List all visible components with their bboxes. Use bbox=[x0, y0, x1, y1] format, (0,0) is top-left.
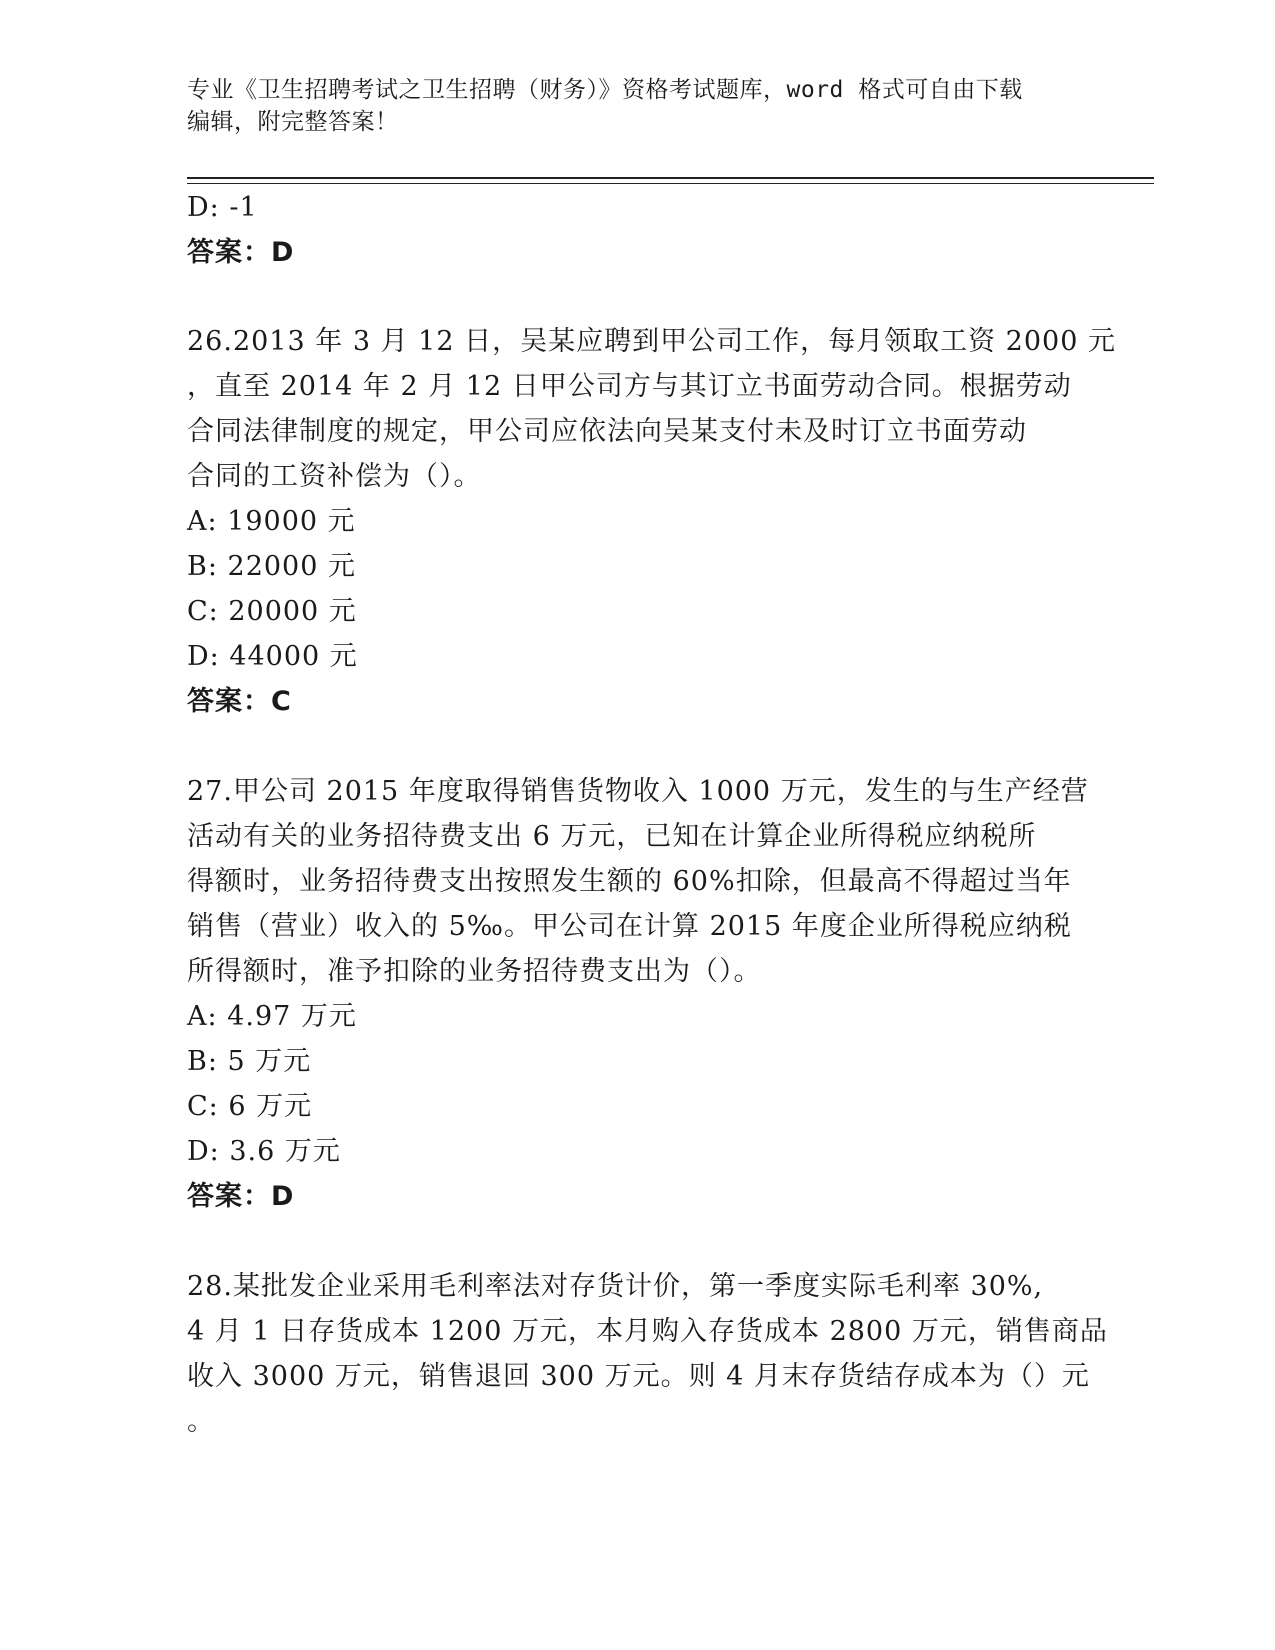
question-26-option-a: A: 19000 元 bbox=[187, 506, 356, 537]
question-28-stem-line: 4 月 1 日存货成本 1200 万元，本月购入存货成本 2800 万元，销售商品 bbox=[187, 1316, 1108, 1347]
question-27-answer: 答案：D bbox=[187, 1181, 295, 1212]
question-27-stem-line: 得额时，业务招待费支出按照发生额的 60%扣除，但最高不得超过当年 bbox=[187, 866, 1072, 897]
question-27-stem-line: 销售（营业）收入的 5‰。甲公司在计算 2015 年度企业所得税应纳税 bbox=[187, 911, 1072, 942]
question-26-answer: 答案：C bbox=[187, 686, 292, 717]
question-26-stem-line: 合同法律制度的规定，甲公司应依法向吴某支付未及时订立书面劳动 bbox=[187, 416, 1027, 447]
question-27-option-d: D: 3.6 万元 bbox=[187, 1136, 341, 1167]
header-rule-thick bbox=[187, 177, 1154, 179]
header-rule-thin bbox=[187, 183, 1154, 184]
question-28-stem-line: 收入 3000 万元，销售退回 300 万元。则 4 月末存货结存成本为（）元 bbox=[187, 1361, 1090, 1392]
prev-answer: 答案：D bbox=[187, 237, 295, 268]
header-line-2: 编辑，附完整答案！ bbox=[187, 109, 399, 135]
document-header bbox=[187, 74, 1087, 138]
prev-option-d: D: -1 bbox=[187, 192, 258, 223]
question-27-stem-line: 27.甲公司 2015 年度取得销售货物收入 1000 万元，发生的与生产经营 bbox=[187, 776, 1089, 807]
question-27-option-b: B: 5 万元 bbox=[187, 1046, 312, 1077]
question-27-stem-line: 活动有关的业务招待费支出 6 万元，已知在计算企业所得税应纳税所 bbox=[187, 821, 1037, 852]
question-27-stem-line: 所得额时，准予扣除的业务招待费支出为（）。 bbox=[187, 956, 762, 987]
question-26-option-c: C: 20000 元 bbox=[187, 596, 357, 627]
question-28-stem-line: 。 bbox=[187, 1406, 215, 1437]
question-26-stem-line: 26.2013 年 3 月 12 日，吴某应聘到甲公司工作，每月领取工资 2000 元 bbox=[187, 326, 1116, 357]
question-27-option-c: C: 6 万元 bbox=[187, 1091, 313, 1122]
question-27-option-a: A: 4.97 万元 bbox=[187, 1001, 357, 1032]
question-26-stem-line: 合同的工资补偿为（）。 bbox=[187, 461, 482, 492]
header-line-1: 专业《卫生招聘考试之卫生招聘（财务）》资格考试题库，word 格式可自由下载 bbox=[187, 77, 1023, 103]
question-26-option-d: D: 44000 元 bbox=[187, 641, 358, 672]
question-26-stem-line: ，直至 2014 年 2 月 12 日甲公司方与其订立书面劳动合同。根据劳动 bbox=[187, 371, 1072, 402]
question-28-stem-line: 28.某批发企业采用毛利率法对存货计价，第一季度实际毛利率 30%, bbox=[187, 1271, 1044, 1302]
question-26-option-b: B: 22000 元 bbox=[187, 551, 356, 582]
